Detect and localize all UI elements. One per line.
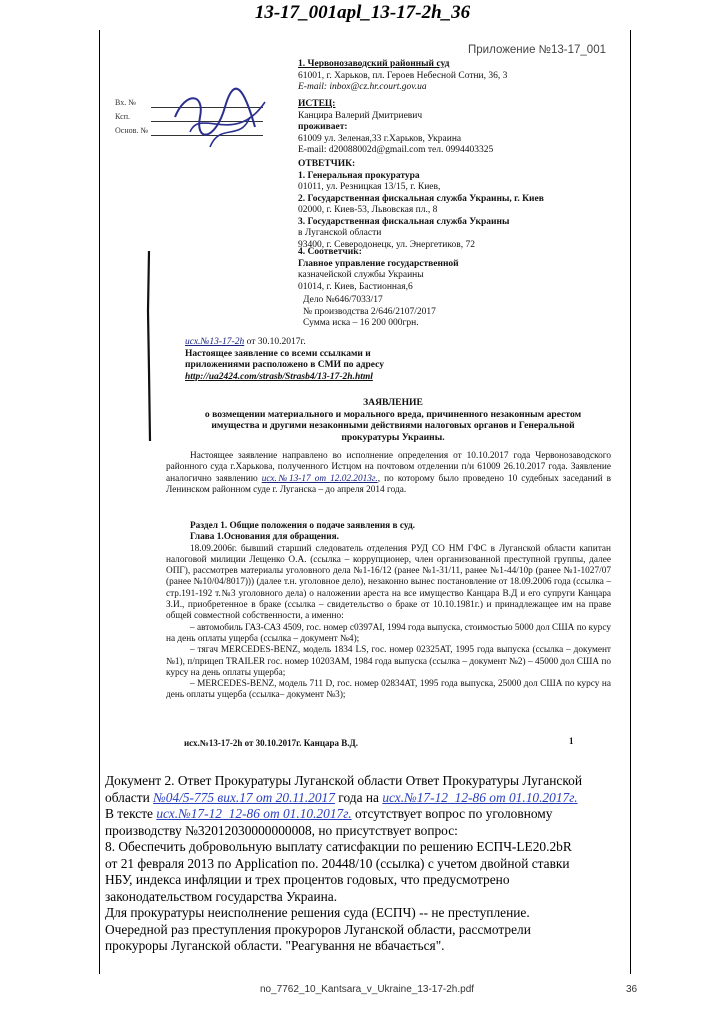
defendant-address: 01011, ул. Резницкая 13/15, г. Киев,: [298, 182, 441, 192]
scan-footer-reference: исх.№13-17-2h от 30.10.2017г. Канцара В.Д.: [184, 738, 358, 748]
defendant-item: 3. Государственная фискальная служба Украины: [298, 216, 510, 227]
document-2-text: [105, 773, 625, 955]
document-title: [183, 397, 603, 443]
pdf-page-number: 36: [626, 984, 638, 995]
defendant-item: 2. Государственная фискальная служба Украины, г. Киев: [298, 193, 544, 204]
doc2-line: производству №32012030000000008, но присутствует вопрос:: [105, 822, 458, 838]
defendant-address: 02000, г. Киев-53, Львовская пл., 8: [298, 205, 438, 215]
doc2-line: [105, 806, 625, 823]
defendant-block: [298, 159, 608, 251]
scan-page-number: 1: [569, 736, 574, 746]
doc2-text: отсутствует вопрос по уголовному: [351, 806, 553, 821]
defendant-heading: ОТВЕТЧИК:: [298, 159, 356, 169]
plaintiff-lives-label: проживает:: [298, 122, 348, 132]
plaintiff-heading: ИСТЕЦ:: [298, 99, 336, 109]
plaintiff-block: [298, 99, 608, 157]
reference-date: от 30.10.2017г.: [244, 337, 306, 347]
section-item: – MERCEDES-BENZ, модель 711 D, гос. номер 02834AT, 1995 года выпуска, 25000 дол США по курсу на день оплаты ущерба (ссылка– документ №3);: [166, 679, 611, 701]
handwritten-signature-icon: [115, 87, 285, 157]
section-item: – автомобиль ГАЗ-САЗ 4509, гос. номер с0397AI, 1994 года выпуска, стоимостью 5000 дол США по курсу на день оплаты ущерба (ссылка – документ №4);: [166, 622, 611, 644]
doc2-line: Документ 2. Ответ Прокуратуры Луганской области Ответ Прокуратуры Луганской: [105, 773, 583, 788]
section-item: – тягач MERCEDES-BENZ, модель 1834 LS, гос. номер 02325AT, 1995 года выпуска (ссылка – документ №1), п/прицеп TRAILER гос. номер 10203AM, 1984 года выпуска (ссылка – документ №2) – 45000 дол США по курсу на день оплаты ущерба;: [166, 645, 611, 678]
doc2-text: В тексте: [105, 806, 157, 821]
court-block: [298, 59, 608, 94]
reference-note: приложениями расположено в СМИ по адресу: [185, 360, 384, 370]
case-block: [303, 295, 613, 330]
codefendant-address: 01014, г. Киев, Бастионная,6: [298, 281, 413, 292]
defendant-address: 93400, г. Северодонецк, ул. Энергетиков, 72: [298, 239, 475, 250]
intro-text-rest: , по которому было проведено 10 судебных заседаний в Ленинском районном суде г. Луганска – до апреля 2014 года.: [166, 473, 612, 495]
doc2-link-request-2[interactable]: исх.№17-12_12-86 от 01.10.2017г.: [156, 806, 352, 821]
intro-paragraph: [166, 451, 611, 496]
pdf-filename: no_7762_10_Kantsara_v_Ukraine_13-17-2h.pdf: [260, 984, 475, 995]
handwritten-line-icon: [144, 251, 154, 441]
doc2-line: Очередной раз преступления прокуроров Луганской области, рассмотрели: [105, 921, 531, 937]
reference-link[interactable]: исх.№13-17-2h: [185, 337, 245, 347]
doc2-line: от 21 февраля 2013 по Application по. 20448/10 (ссылка) с учетом двойной ставки: [105, 855, 570, 871]
proceeding-number: № производства 2/646/2107/2017: [303, 306, 436, 317]
doc2-line: Для прокуратуры неисполнение решения суда (ЕСПЧ) -- не преступление.: [105, 905, 530, 920]
plaintiff-address: 61009 ул. Зеленая,33 г.Харьков, Украина: [298, 133, 462, 144]
case-number: Дело №646/7033/17: [303, 295, 383, 305]
doc2-text: области: [105, 789, 154, 805]
title-line: прокуратуры Украины.: [341, 431, 445, 443]
page-header-title: 13-17_001apl_13-17-2h_36: [254, 2, 471, 23]
section-1: [166, 521, 611, 702]
court-email: E-mail: inbox@cz.hr.court.gov.ua: [298, 82, 427, 92]
defendant-item: 1. Генеральная прокуратура: [298, 170, 420, 181]
codefendant-block: [298, 247, 608, 293]
doc2-line: [105, 790, 625, 807]
title-line: о возмещении материального и морального вреда, причиненного незаконным арестом: [204, 408, 582, 420]
doc2-line: НБУ, индекса инфляции и трех процентов годовых, что предусмотрено: [105, 872, 510, 887]
section-paragraph: 18.09.2006г. бывший старший следователь отделения РУД СО НМ ГФС в Луганской области капитан налоговой милиции Лещенко О.А. (ссылка – коррупционер, член организованной преступной группы, далее ОПГ), рассмотрев материалы уголовного дела №1-16/12 (ранее №1-31/11, ранее №1-44/10р (ранее №1-1027/07 (ранее №10/04/8017))) (далее т.н. уголовное дело), незаконно вынес постановление от 18.09.2006 года (ссылка – стр.191-192 т.№3 уголовного дела) о наложении ареста на все имущество Канцара В.Д и его супруги Канцара З.И., приобретенное в браке (ссылка – свидетельство о браке от 10.10.1981г.) и принадлежащее им на праве общей совместной собственности, а именно:: [166, 543, 611, 622]
appendix-label: Приложение №13-17_001: [468, 44, 606, 56]
claim-amount: Сумма иска – 16 200 000грн.: [303, 318, 419, 328]
reference-block: [185, 337, 515, 383]
media-url-link[interactable]: http://ua2424.com/strasb/Strasb4/13-17-2h.html: [185, 371, 373, 382]
codefendant-heading: 4. Соответчик:: [298, 247, 362, 257]
scanned-document: [101, 31, 628, 769]
title-heading: ЗАЯВЛЕНИЕ: [363, 397, 423, 408]
registration-stamp: [115, 87, 275, 153]
codefendant-name: Главное управление государственной: [298, 258, 459, 269]
stamp-incoming-label: Вх. №: [115, 98, 136, 107]
intro-text: Настоящее заявление направлено во исполнение определения от 10.10.2017 года Червонозаводского районного суда г.Харькова, полученного Истцом на почтовом отделении п/и 61009 26.10.2017 года. Заявление аналогично заявлению: [166, 451, 611, 484]
section-heading: Раздел 1. Общие положения о подаче заявления в суд.: [190, 521, 415, 531]
doc2-link-request[interactable]: исх.№17-12_12-86 от 01.10.2017г.: [382, 789, 578, 805]
defendant-region: в Луганской области: [298, 228, 382, 238]
plaintiff-name: Канцира Валерий Дмитриевич: [298, 110, 423, 121]
stamp-basis-label: Основ. №: [115, 126, 149, 135]
doc2-text: года на: [334, 789, 383, 805]
reference-note: Настоящее заявление со всеми ссылками и: [185, 348, 371, 359]
doc2-line: прокуроры Луганской области. "Реагування не вбачається".: [105, 938, 445, 953]
plaintiff-contacts: E-mail: d20088002d@gmail.com тел. 0994403325: [298, 145, 494, 155]
court-name: 1. Червонозаводский районный суд: [298, 59, 450, 69]
title-line: имущества и другими незаконными действиями налоговых органов и Генеральной: [211, 420, 575, 431]
doc2-line: законодательством государства Украина.: [105, 888, 338, 904]
chapter-heading: Глава 1.Основания для обращения.: [190, 532, 339, 543]
doc2-link-response[interactable]: №04/5-775 вих.17 от 20.11.2017: [153, 789, 335, 805]
stamp-copy-label: Ксп.: [115, 112, 130, 121]
court-address: 61001, г. Харьков, пл. Героев Небесной Сотни, 36, 3: [298, 70, 508, 81]
doc2-line: 8. Обеспечить добровольную выплату сатисфакции по решению ЕСПЧ-LE20.2bR: [105, 839, 572, 854]
intro-link[interactable]: исх.№13-17 от 12.02.2013г.: [261, 473, 378, 484]
codefendant-name: казначейской службы Украины: [298, 270, 424, 280]
